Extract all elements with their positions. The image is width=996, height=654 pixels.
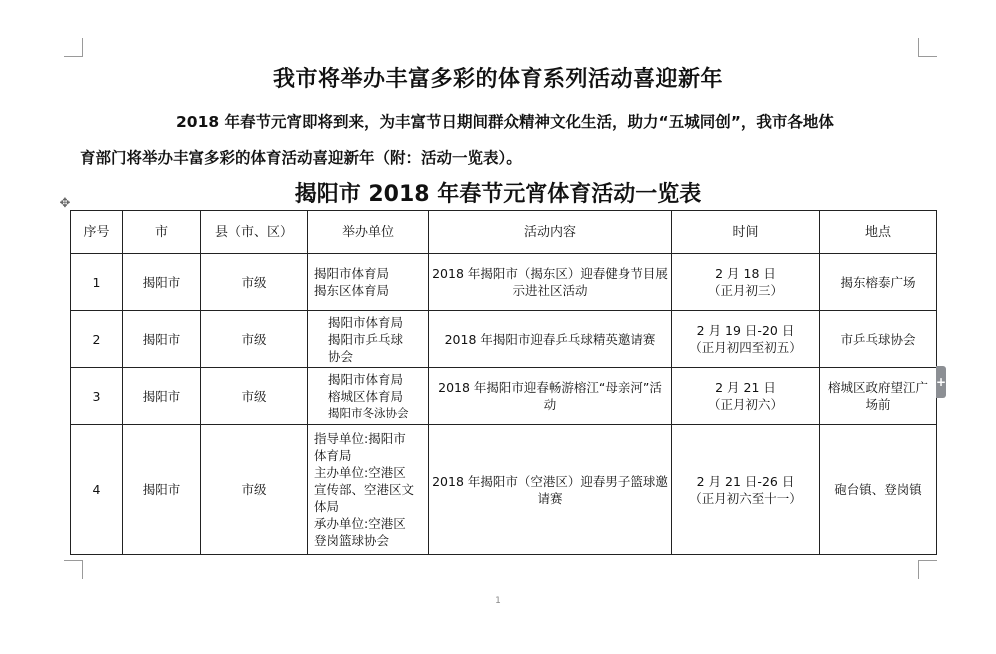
cell-city: 揭阳市 — [123, 425, 201, 555]
organizer-line: 揭阳市体育局 — [314, 266, 390, 281]
cell-content: 2018 年揭阳市迎春乒乓球精英邀请赛 — [429, 311, 672, 368]
header-cell-city: 市 — [123, 211, 201, 254]
time-date: 2 月 19 日-20 日 — [696, 323, 795, 338]
time-date: 2 月 18 日 — [715, 266, 776, 281]
time-date: 2 月 21 日 — [715, 380, 776, 395]
cell-content: 2018 年揭阳市迎春畅游榕江“母亲河”活动 — [429, 368, 672, 425]
intro-line: 育部门将举办丰富多彩的体育活动喜迎新年（附：活动一览表）。 — [80, 149, 522, 167]
table-header-row — [71, 211, 937, 254]
cell-time — [672, 425, 820, 555]
page-corner-mark — [64, 560, 83, 579]
cell-city: 揭阳市 — [123, 368, 201, 425]
cell-county: 市级 — [201, 311, 308, 368]
organizer-line: 体育局 — [314, 448, 352, 463]
cell-place: 砲台镇、登岗镇 — [820, 425, 937, 555]
page-corner-mark — [918, 560, 937, 579]
cell-place: 市乒乓球协会 — [820, 311, 937, 368]
cell-city: 揭阳市 — [123, 311, 201, 368]
cell-place: 榕城区政府望江广场前 — [820, 368, 937, 425]
cell-no: 1 — [71, 254, 123, 311]
cell-no: 2 — [71, 311, 123, 368]
cell-organizer — [308, 368, 429, 425]
organizer-line: 揭阳市冬泳协会 — [328, 405, 409, 420]
time-lunar: （正月初六至十一） — [689, 490, 802, 506]
table-row — [71, 311, 937, 368]
cell-organizer — [308, 425, 429, 555]
organizer-line: 揭阳市乒乓球 — [328, 331, 404, 347]
organizer-line: 登岗篮球协会 — [314, 533, 390, 548]
organizer-line: 榕城区体育局 — [328, 388, 404, 404]
organizer-line: 体局 — [314, 499, 340, 514]
page-corner-mark — [918, 38, 937, 57]
page-number: 1 — [495, 596, 501, 606]
organizer-line: 揭阳市体育局 — [328, 371, 404, 387]
cell-time — [672, 368, 820, 425]
cell-no: 3 — [71, 368, 123, 425]
header-cell-time: 时间 — [672, 211, 820, 254]
time-date: 2 月 21 日-26 日 — [696, 473, 795, 489]
intro-line: 2018 年春节元宵即将到来，为丰富节日期间群众精神文化生活，助力“五城同创”，我市各地体 — [176, 113, 834, 131]
time-lunar: （正月初三） — [707, 283, 783, 298]
plus-icon[interactable]: + — [936, 366, 946, 398]
intro-paragraph — [80, 104, 920, 176]
cell-county: 市级 — [201, 254, 308, 311]
organizer-line: 主办单位:空港区 — [314, 465, 406, 480]
table-row — [71, 368, 937, 425]
activity-table — [70, 210, 937, 555]
organizer-line: 协会 — [328, 348, 354, 364]
organizer-line: 宣传部、空港区文 — [314, 482, 415, 497]
organizer-line: 揭东区体育局 — [314, 283, 390, 298]
table-row — [71, 425, 937, 555]
organizer-line: 揭阳市体育局 — [328, 314, 404, 330]
time-lunar: （正月初四至初五） — [689, 340, 802, 355]
cell-no: 4 — [71, 425, 123, 555]
cell-organizer — [308, 311, 429, 368]
page-corner-mark — [64, 38, 83, 57]
cell-content: 2018 年揭阳市（揭东区）迎春健身节目展示进社区活动 — [429, 254, 672, 311]
cell-city: 揭阳市 — [123, 254, 201, 311]
cell-content: 2018 年揭阳市（空港区）迎春男子篮球邀请赛 — [429, 425, 672, 555]
cell-place: 揭东榕泰广场 — [820, 254, 937, 311]
header-cell-county: 县（市、区） — [201, 211, 308, 254]
organizer-line: 承办单位:空港区 — [314, 516, 406, 531]
cell-county: 市级 — [201, 425, 308, 555]
time-lunar: （正月初六） — [707, 397, 783, 412]
header-cell-place: 地点 — [820, 211, 937, 254]
table-row — [71, 254, 937, 311]
cell-county: 市级 — [201, 368, 308, 425]
header-cell-no: 序号 — [71, 211, 123, 254]
cell-time — [672, 311, 820, 368]
move-handle-icon[interactable]: ✥ — [59, 196, 71, 211]
table-title: 揭阳市 2018 年春节元宵体育活动一览表 — [294, 182, 702, 207]
header-cell-organizer: 举办单位 — [308, 211, 429, 254]
document-title: 我市将举办丰富多彩的体育系列活动喜迎新年 — [272, 67, 723, 92]
organizer-line: 指导单位:揭阳市 — [314, 431, 406, 446]
cell-organizer — [308, 254, 429, 311]
cell-time — [672, 254, 820, 311]
header-cell-content: 活动内容 — [429, 211, 672, 254]
